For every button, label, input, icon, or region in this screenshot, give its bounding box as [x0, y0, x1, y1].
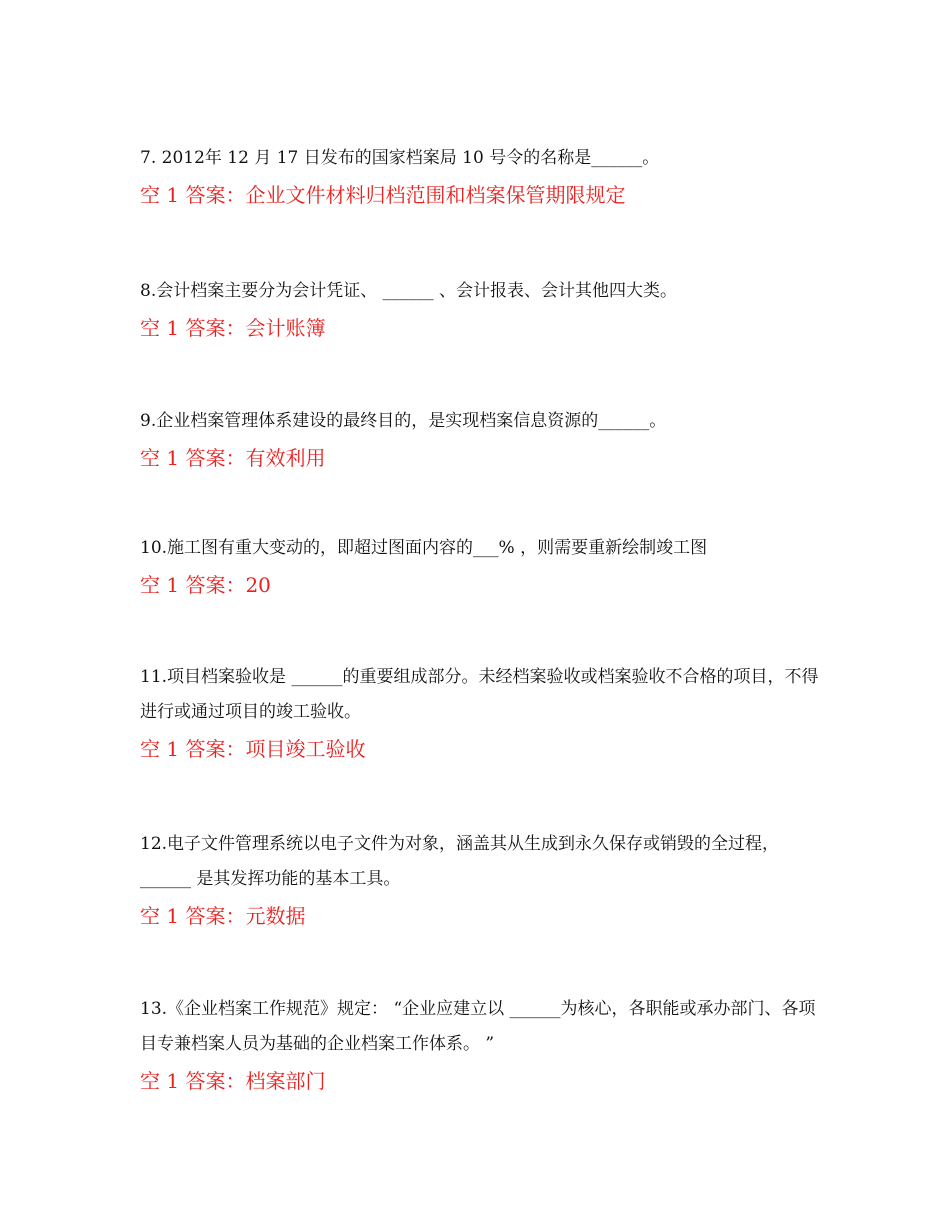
answer-label: 空 1 答案： [140, 737, 246, 761]
answer-text: 元数据 [245, 904, 306, 928]
answer-line [140, 734, 820, 764]
answer-label: 空 1 答案： [140, 446, 246, 470]
answer-text: 档案部门 [245, 1069, 326, 1093]
question-block-12 [140, 827, 820, 931]
question-text: 8.会计档案主要分为会计凭证、 ______ 、会计报表、会计其他四大类。 [140, 281, 678, 301]
question-block-9 [140, 404, 820, 473]
question-block-8 [140, 274, 820, 343]
answer-label: 空 1 答案： [140, 1069, 246, 1093]
answer-text: 项目竣工验收 [245, 737, 366, 761]
question-text: 9.企业档案管理体系建设的最终目的，是实现档案信息资源的______。 [140, 411, 667, 431]
answer-line [140, 1066, 820, 1096]
question-block-10 [140, 531, 820, 600]
question-text: 12.电子文件管理系统以电子文件为对象，涵盖其从生成到永久保存或销毁的全过程，______ 是其发挥功能的基本工具。 [140, 834, 780, 889]
question-block-13 [140, 992, 820, 1096]
question-text: 7. 2012年 12 月 17 日发布的国家档案局 10 号令的名称是______。 [140, 148, 660, 168]
answer-text: 企业文件材料归档范围和档案保管期限规定 [245, 183, 626, 207]
answer-line [140, 901, 820, 931]
answer-line [140, 313, 820, 343]
answer-line [140, 443, 820, 473]
question-text: 13.《企业档案工作规范》规定： “企业应建立以 ______为核心，各职能或承办部门、各项目专兼档案人员为基础的企业档案工作体系。 ” [140, 999, 816, 1054]
question-text: 11.项目档案验收是 ______的重要组成部分。未经档案验收或档案验收不合格的项目，不得进行或通过项目的竣工验收。 [140, 667, 819, 722]
answer-text: 会计账簿 [245, 316, 326, 340]
answer-line [140, 570, 820, 600]
answer-text: 20 [245, 573, 271, 597]
question-block-11 [140, 660, 820, 764]
answer-label: 空 1 答案： [140, 183, 246, 207]
question-block-7 [140, 141, 820, 210]
answer-label: 空 1 答案： [140, 904, 246, 928]
answer-text: 有效利用 [245, 446, 326, 470]
question-text: 10.施工图有重大变动的，即超过图面内容的___% ，则需要重新绘制竣工图 [140, 538, 708, 558]
answer-label: 空 1 答案： [140, 573, 246, 597]
answer-label: 空 1 答案： [140, 316, 246, 340]
answer-line [140, 180, 820, 210]
